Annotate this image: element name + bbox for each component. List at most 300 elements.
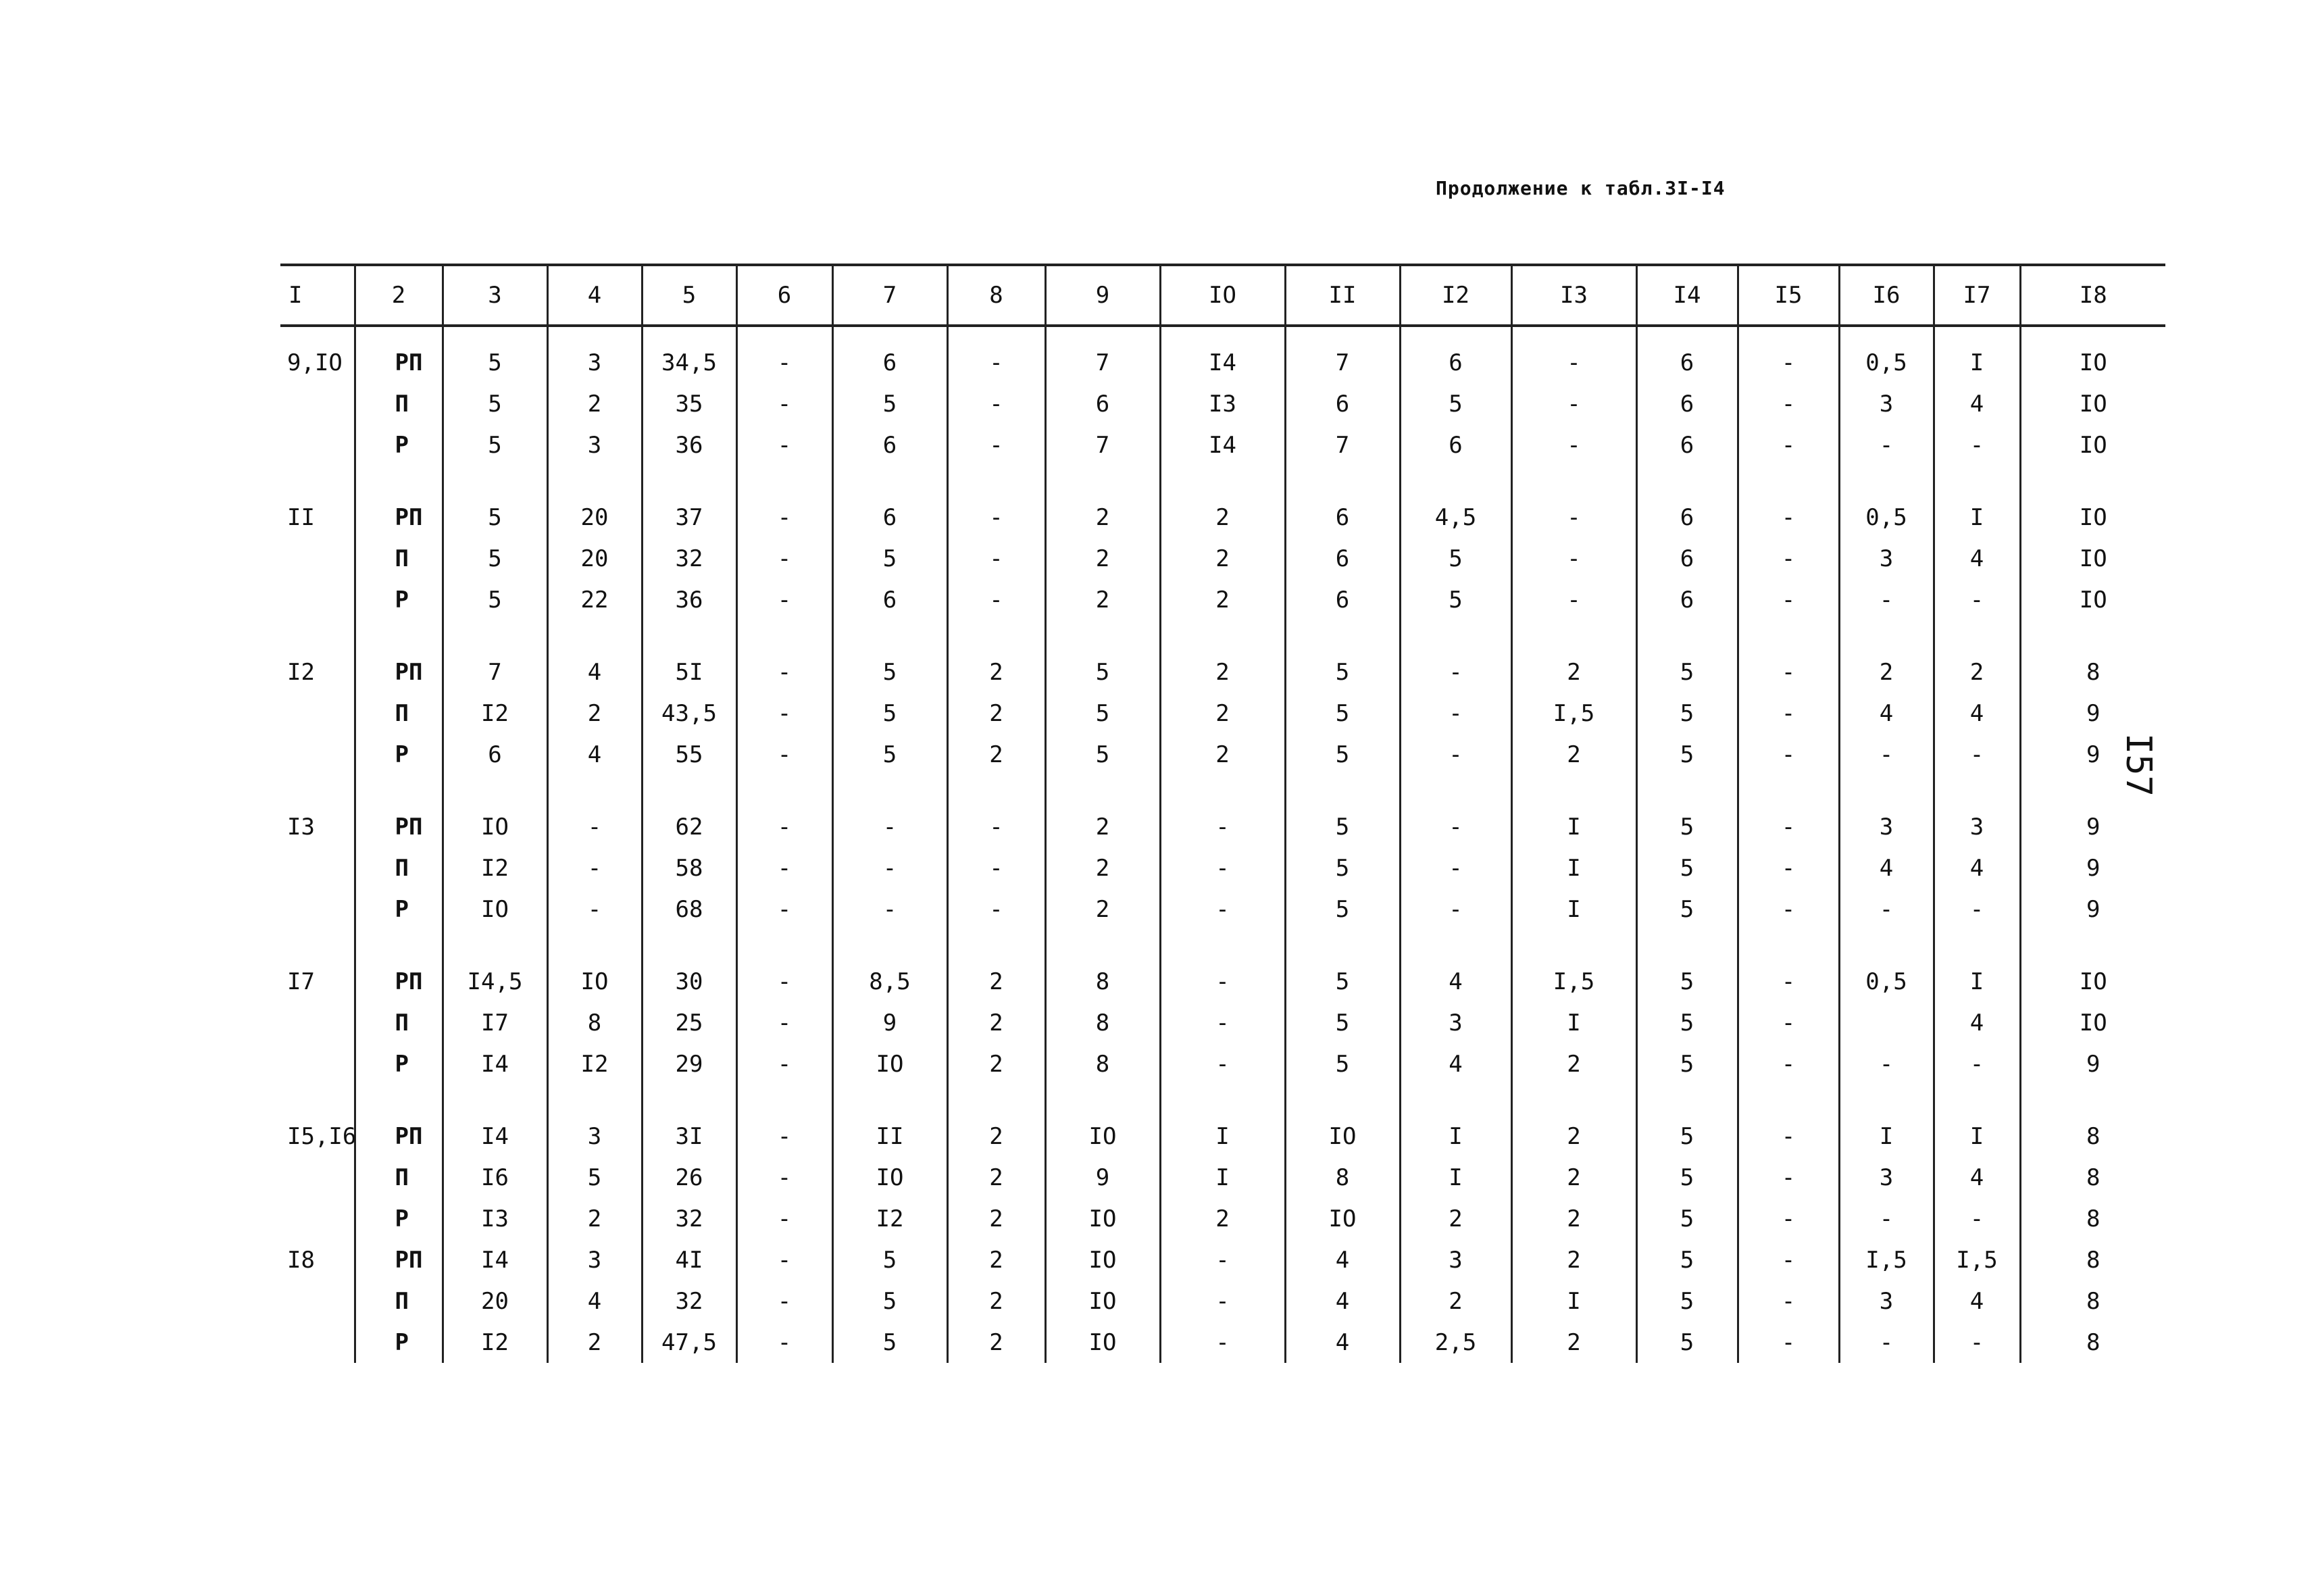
table-cell: 5: [1636, 930, 1738, 1002]
table-cell: 6: [1045, 383, 1160, 424]
table-cell: 43,5: [642, 693, 736, 734]
column-header: I5: [1738, 265, 1839, 326]
row-type-cell: П: [355, 383, 443, 424]
table-cell: 3: [1934, 775, 2020, 847]
table-cell: -: [736, 1322, 832, 1363]
table-cell: 4: [1934, 1157, 2020, 1198]
table-cell: 5: [1636, 1280, 1738, 1322]
table-cell: I: [1934, 1084, 2020, 1157]
table-cell: IO: [1285, 1198, 1400, 1239]
table-cell: 5: [1636, 1157, 1738, 1198]
table-cell: -: [1934, 1322, 2020, 1363]
table-cell: 68: [642, 889, 736, 930]
row-group-label: [280, 383, 355, 424]
table-cell: 7: [443, 620, 547, 693]
table-cell: I4: [1160, 326, 1285, 383]
table-cell: 5: [1285, 775, 1400, 847]
table-cell: 5: [1285, 1002, 1400, 1043]
column-header: I7: [1934, 265, 2020, 326]
table-cell: 3: [547, 1084, 642, 1157]
row-type-cell: РП: [355, 326, 443, 383]
table-cell: -: [1738, 1084, 1839, 1157]
table-cell: 37: [642, 466, 736, 538]
table-cell: 4: [1285, 1280, 1400, 1322]
table-cell: 5: [832, 620, 947, 693]
table-cell: IO: [2020, 1002, 2165, 1043]
table-cell: 5: [1636, 620, 1738, 693]
table-cell: -: [736, 383, 832, 424]
table-cell: 2: [947, 1002, 1045, 1043]
table-cell: 2: [1511, 620, 1636, 693]
table-cell: I: [1934, 930, 2020, 1002]
table-cell: -: [736, 693, 832, 734]
row-type-cell: Р: [355, 1322, 443, 1363]
table-cell: 2: [1045, 579, 1160, 620]
table-cell: 5: [1636, 889, 1738, 930]
table-cell: 8,5: [832, 930, 947, 1002]
table-cell: 5: [1636, 1043, 1738, 1084]
column-header: 5: [642, 265, 736, 326]
table-cell: -: [1160, 1002, 1285, 1043]
table-cell: -: [1400, 734, 1511, 775]
table-cell: 2: [1160, 466, 1285, 538]
table-cell: -: [1738, 326, 1839, 383]
table-cell: 26: [642, 1157, 736, 1198]
row-group-label: [280, 1280, 355, 1322]
table-row: [280, 889, 2165, 930]
table-cell: -: [736, 1084, 832, 1157]
table-row: [280, 1322, 2165, 1363]
table-row: [280, 326, 2165, 383]
row-group-label: [280, 1157, 355, 1198]
table-cell: -: [1160, 930, 1285, 1002]
table-cell: 4: [1400, 1043, 1511, 1084]
table-cell: 6: [1636, 326, 1738, 383]
table-cell: 0,5: [1839, 326, 1934, 383]
table-cell: -: [947, 847, 1045, 889]
table-cell: 2: [1045, 775, 1160, 847]
column-header: IO: [1160, 265, 1285, 326]
table-cell: I: [1400, 1084, 1511, 1157]
table-cell: 2: [547, 1322, 642, 1363]
table-cell: 8: [2020, 1157, 2165, 1198]
table-cell: 9: [1045, 1157, 1160, 1198]
table-cell: 5: [443, 579, 547, 620]
table-cell: 4: [547, 734, 642, 775]
table-cell: I,5: [1511, 693, 1636, 734]
table-cell: 5: [832, 383, 947, 424]
table-cell: I3: [443, 1198, 547, 1239]
row-group-label: [280, 734, 355, 775]
table-cell: IO: [1045, 1322, 1160, 1363]
table-cell: -: [547, 889, 642, 930]
table-cell: -: [1738, 620, 1839, 693]
table-cell: -: [832, 889, 947, 930]
table-cell: 5: [832, 1322, 947, 1363]
table-cell: IO: [1045, 1239, 1160, 1280]
table-cell: 8: [2020, 1198, 2165, 1239]
table-cell: 4: [1839, 693, 1934, 734]
table-cell: -: [1839, 734, 1934, 775]
row-group-label: [280, 693, 355, 734]
table-cell: -: [1738, 424, 1839, 466]
row-group-label: I8: [287, 1246, 315, 1274]
table-cell: IO: [2020, 466, 2165, 538]
table-cell: 6: [1636, 538, 1738, 579]
table-cell: 5: [547, 1157, 642, 1198]
table-cell: IO: [547, 930, 642, 1002]
column-header: II: [1285, 265, 1400, 326]
row-type-cell: Р: [355, 1198, 443, 1239]
table-cell: 5I: [642, 620, 736, 693]
row-group-label: [280, 579, 355, 620]
table-cell: 4: [1400, 930, 1511, 1002]
table-cell: -: [736, 1198, 832, 1239]
table-cell: IO: [832, 1157, 947, 1198]
table-cell: IO: [2020, 383, 2165, 424]
table-cell: 7: [1045, 326, 1160, 383]
table-cell: 5: [832, 1239, 947, 1280]
table-cell: 3: [1839, 538, 1934, 579]
table-cell: -: [1934, 1043, 2020, 1084]
table-cell: I4: [443, 1084, 547, 1157]
table-cell: -: [736, 579, 832, 620]
table-cell: IO: [443, 889, 547, 930]
table-row: [280, 847, 2165, 889]
table-row: [280, 775, 2165, 847]
table-cell: 32: [642, 1280, 736, 1322]
column-header: 7: [832, 265, 947, 326]
table-cell: 3: [1400, 1239, 1511, 1280]
table-cell: -: [1839, 1198, 1934, 1239]
table-cell: -: [1400, 775, 1511, 847]
row-group-label: [280, 1198, 355, 1239]
table-cell: -: [1738, 1280, 1839, 1322]
table-cell: 9: [832, 1002, 947, 1043]
table-cell: 5: [1045, 620, 1160, 693]
table-cell: -: [1738, 1002, 1839, 1043]
table-cell: 2: [947, 1198, 1045, 1239]
table-cell: 9: [2020, 775, 2165, 847]
table-cell: I7: [443, 1002, 547, 1043]
table-cell: -: [947, 889, 1045, 930]
table-cell: 2: [947, 693, 1045, 734]
table-cell: 2: [1511, 1322, 1636, 1363]
row-type-cell: П: [355, 1157, 443, 1198]
table-cell: IO: [2020, 930, 2165, 1002]
row-type-cell: П: [355, 1002, 443, 1043]
table-cell: 6: [1636, 579, 1738, 620]
table-cell: -: [1934, 579, 2020, 620]
row-type-cell: П: [355, 538, 443, 579]
row-type-cell: РП: [355, 930, 443, 1002]
table-cell: -: [1511, 326, 1636, 383]
table-row: [280, 1043, 2165, 1084]
table-cell: 4: [1934, 1002, 2020, 1043]
column-header: 4: [547, 265, 642, 326]
table-cell: 2: [1045, 889, 1160, 930]
table-cell: 6: [1636, 383, 1738, 424]
table-cell: 5: [832, 734, 947, 775]
table-cell: -: [736, 930, 832, 1002]
table-cell: 2: [1160, 1198, 1285, 1239]
table-cell: I4,5: [443, 930, 547, 1002]
table-cell: 34,5: [642, 326, 736, 383]
table-cell: 2: [947, 1322, 1045, 1363]
table-cell: -: [1160, 889, 1285, 930]
table-cell: 5: [443, 538, 547, 579]
table-cell: I: [1511, 847, 1636, 889]
table-cell: 4: [1934, 538, 2020, 579]
table-cell: 3I: [642, 1084, 736, 1157]
table-cell: IO: [2020, 538, 2165, 579]
table-cell: I: [1839, 1084, 1934, 1157]
table-cell: -: [1839, 579, 1934, 620]
table-cell: I: [1511, 775, 1636, 847]
table-cell: 30: [642, 930, 736, 1002]
table-cell: 5: [443, 383, 547, 424]
row-group-label: [280, 1043, 355, 1084]
table-cell: 5: [1636, 1322, 1738, 1363]
table-cell: I2: [443, 1322, 547, 1363]
column-header: 9: [1045, 265, 1160, 326]
table-cell: 6: [832, 326, 947, 383]
table-cell: 6: [1636, 466, 1738, 538]
row-group-label: [280, 1002, 355, 1043]
table-cell: I: [1934, 466, 2020, 538]
table-cell: 6: [1285, 383, 1400, 424]
table-cell: 2: [947, 1157, 1045, 1198]
table-cell: 2: [947, 734, 1045, 775]
table-cell: 4: [1285, 1322, 1400, 1363]
table-cell: I6: [443, 1157, 547, 1198]
row-group-label: [280, 538, 355, 579]
table-cell: 5: [832, 693, 947, 734]
table-cell: -: [1511, 538, 1636, 579]
table-cell: 5: [1636, 1198, 1738, 1239]
table-cell: -: [1738, 538, 1839, 579]
table-cell: -: [832, 775, 947, 847]
table-row: [280, 1002, 2165, 1043]
table-cell: 4,5: [1400, 466, 1511, 538]
table-cell: 7: [1285, 326, 1400, 383]
table-cell: 36: [642, 579, 736, 620]
table-cell: [1839, 1002, 1934, 1043]
table-cell: 5: [1285, 847, 1400, 889]
table-cell: -: [736, 847, 832, 889]
table-cell: 7: [1285, 424, 1400, 466]
table-row: [280, 930, 2165, 1002]
column-header: 3: [443, 265, 547, 326]
table-cell: IO: [1045, 1198, 1160, 1239]
table-cell: 2: [1160, 734, 1285, 775]
table-cell: -: [1511, 383, 1636, 424]
table-cell: 5: [1636, 693, 1738, 734]
table-cell: 3: [1839, 775, 1934, 847]
table-cell: 2: [1160, 620, 1285, 693]
table-cell: -: [1738, 1198, 1839, 1239]
table-cell: 36: [642, 424, 736, 466]
table-cell: 2: [1160, 693, 1285, 734]
table-cell: 2: [947, 930, 1045, 1002]
header-row: [280, 265, 2165, 326]
table-cell: 2: [1400, 1280, 1511, 1322]
table-cell: -: [1839, 889, 1934, 930]
table-cell: 2: [547, 383, 642, 424]
table-cell: 2: [1511, 1198, 1636, 1239]
table-cell: 29: [642, 1043, 736, 1084]
table-cell: 5: [1636, 847, 1738, 889]
table-cell: -: [1160, 1239, 1285, 1280]
table-cell: 5: [443, 326, 547, 383]
table-cell: IO: [1045, 1280, 1160, 1322]
table-cell: I,5: [1839, 1239, 1934, 1280]
table-cell: 2: [547, 1198, 642, 1239]
row-type-cell: Р: [355, 1043, 443, 1084]
table-cell: I2: [443, 693, 547, 734]
table-cell: 6: [1285, 466, 1400, 538]
table-cell: 6: [1400, 326, 1511, 383]
table-cell: 9: [2020, 693, 2165, 734]
table-cell: 2: [1511, 1043, 1636, 1084]
row-group-label: II: [287, 503, 315, 531]
table-row: [280, 424, 2165, 466]
table-cell: -: [832, 847, 947, 889]
table-cell: 8: [1045, 930, 1160, 1002]
table-cell: -: [1160, 1043, 1285, 1084]
table-cell: -: [947, 579, 1045, 620]
table-cell: 55: [642, 734, 736, 775]
table-cell: IO: [2020, 326, 2165, 383]
table-cell: -: [947, 538, 1045, 579]
table-cell: IO: [443, 775, 547, 847]
table-cell: 2: [1045, 847, 1160, 889]
table-cell: 8: [2020, 1084, 2165, 1157]
table-cell: -: [736, 889, 832, 930]
row-type-cell: Р: [355, 734, 443, 775]
table-row: [280, 538, 2165, 579]
table-cell: I,5: [1511, 930, 1636, 1002]
table-cell: 0,5: [1839, 930, 1934, 1002]
table-cell: -: [947, 775, 1045, 847]
table-cell: 2: [547, 693, 642, 734]
table-cell: 4: [1934, 847, 2020, 889]
column-header: I3: [1511, 265, 1636, 326]
table-cell: -: [1160, 1322, 1285, 1363]
table-cell: 2: [947, 1280, 1045, 1322]
table-cell: -: [736, 1043, 832, 1084]
table-cell: -: [1511, 424, 1636, 466]
table-cell: 5: [1636, 1002, 1738, 1043]
table-cell: 2: [1045, 538, 1160, 579]
table-cell: 25: [642, 1002, 736, 1043]
table-cell: -: [736, 326, 832, 383]
table-cell: -: [1934, 734, 2020, 775]
table-cell: -: [1738, 1157, 1839, 1198]
table-cell: 58: [642, 847, 736, 889]
table-cell: 20: [443, 1280, 547, 1322]
row-type-cell: РП: [355, 1084, 443, 1157]
table-cell: 2: [1934, 620, 2020, 693]
table-cell: -: [736, 1239, 832, 1280]
column-header: I6: [1839, 265, 1934, 326]
table-cell: 6: [832, 466, 947, 538]
table-cell: -: [1400, 847, 1511, 889]
table-cell: -: [1738, 734, 1839, 775]
table-cell: 22: [547, 579, 642, 620]
row-type-cell: Р: [355, 889, 443, 930]
table-cell: -: [1839, 1043, 1934, 1084]
table-cell: I: [1400, 1157, 1511, 1198]
table-row: [280, 579, 2165, 620]
table-cell: -: [1738, 847, 1839, 889]
table-row: [280, 734, 2165, 775]
table-cell: I: [1511, 1280, 1636, 1322]
table-cell: 4: [1839, 847, 1934, 889]
table-cell: 5: [1400, 538, 1511, 579]
table-cell: 35: [642, 383, 736, 424]
table-cell: -: [947, 326, 1045, 383]
table-cell: 5: [443, 424, 547, 466]
table-cell: 6: [443, 734, 547, 775]
table-cell: 2: [947, 1043, 1045, 1084]
table-cell: 62: [642, 775, 736, 847]
table-cell: 3: [547, 424, 642, 466]
row-type-cell: Р: [355, 424, 443, 466]
column-header: I2: [1400, 265, 1511, 326]
table-cell: IO: [832, 1043, 947, 1084]
table-cell: 3: [547, 326, 642, 383]
row-group-label: I2: [287, 658, 315, 686]
row-type-cell: РП: [355, 466, 443, 538]
table-cell: 5: [1285, 1043, 1400, 1084]
data-table: [280, 264, 2165, 1363]
table-cell: I4: [1160, 424, 1285, 466]
table-cell: 8: [2020, 1239, 2165, 1280]
column-header: 2: [355, 265, 443, 326]
table-cell: I2: [443, 847, 547, 889]
row-type-cell: П: [355, 847, 443, 889]
table-cell: 2: [1511, 1084, 1636, 1157]
table-cell: -: [947, 466, 1045, 538]
table-cell: -: [736, 734, 832, 775]
table-cell: 8: [2020, 1280, 2165, 1322]
table-cell: -: [1738, 466, 1839, 538]
table-cell: 6: [1285, 538, 1400, 579]
table-cell: -: [736, 424, 832, 466]
table-cell: I3: [1160, 383, 1285, 424]
table-cell: 20: [547, 538, 642, 579]
table-cell: 9: [2020, 889, 2165, 930]
table-body: [280, 326, 2165, 1363]
column-header: 8: [947, 265, 1045, 326]
row-group-label: [280, 1322, 355, 1363]
table-cell: I: [1511, 1002, 1636, 1043]
table-cell: 4: [547, 620, 642, 693]
table-cell: I4: [443, 1043, 547, 1084]
table-cell: 0,5: [1839, 466, 1934, 538]
table-cell: -: [1511, 579, 1636, 620]
table-row: [280, 1280, 2165, 1322]
table-cell: -: [1934, 889, 2020, 930]
table-cell: I: [1511, 889, 1636, 930]
table-cell: -: [1160, 847, 1285, 889]
column-header: I: [288, 282, 303, 309]
table-cell: -: [1160, 1280, 1285, 1322]
table-cell: 7: [1045, 424, 1160, 466]
table-cell: 2,5: [1400, 1322, 1511, 1363]
table-cell: -: [1400, 693, 1511, 734]
